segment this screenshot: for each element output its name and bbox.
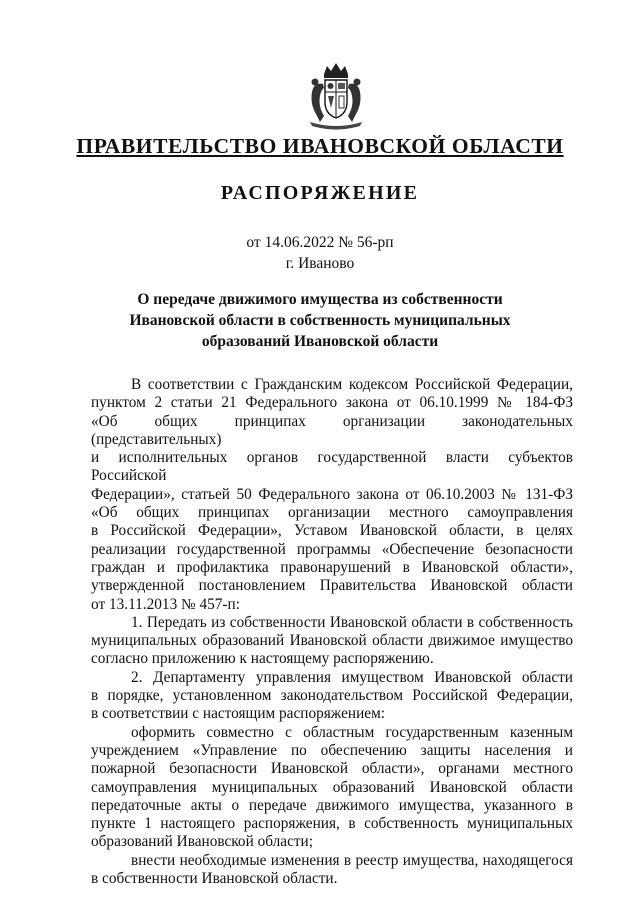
body-line: в порядке, установленном законодательством Российской Федерации, xyxy=(91,687,573,705)
body-line: реализации государственной программы «Обеспечение безопасности xyxy=(91,540,573,558)
document-city: г. Иваново xyxy=(285,255,355,272)
body-line: учреждением «Управление по обеспечению защиты населения и xyxy=(91,741,573,759)
body-line: 2. Департаменту управления имуществом Ивановской области xyxy=(131,668,573,686)
document-body xyxy=(91,376,573,888)
body-line: в Российской Федерации», Уставом Ивановской области, в целях xyxy=(91,522,573,540)
ivanovo-coat-of-arms-icon xyxy=(296,60,376,132)
body-line: согласно приложению к настоящему распоряжению. xyxy=(91,650,434,668)
document-date-number: от 14.06.2022 № 56-рп xyxy=(246,234,394,251)
subject-line: О передаче движимого имущества из собственности xyxy=(137,291,503,308)
body-line: «Об общих принципах организации местного самоуправления xyxy=(91,504,573,522)
body-line: пожарной безопасности Ивановской области», органами местного xyxy=(91,760,573,778)
government-title: ПРАВИТЕЛЬСТВО ИВАНОВСКОЙ ОБЛАСТИ xyxy=(76,134,564,158)
subject-line: образований Ивановской области xyxy=(201,333,439,350)
body-line: пункте 1 настоящего распоряжения, в собственность муниципальных xyxy=(91,815,573,833)
body-line: от 13.11.2013 № 457-п: xyxy=(91,595,240,613)
subject-line: Ивановской области в собственность муниципальных xyxy=(129,312,511,329)
body-line: образований Ивановской области; xyxy=(91,833,313,851)
body-line: оформить совместно с областным государственным казенным xyxy=(131,723,573,741)
body-line: в соответствии с настоящим распоряжением: xyxy=(91,705,386,723)
document-type: РАСПОРЯЖЕНИЕ xyxy=(220,182,420,204)
body-line: и исполнительных органов государственной власти субъектов Российской xyxy=(91,449,573,485)
body-line: внести необходимые изменения в реестр имущества, находящегося xyxy=(131,851,573,869)
body-line: граждан и профилактика правонарушений в Ивановской области», xyxy=(91,558,573,576)
body-line: пунктом 2 статьи 21 Федерального закона от 06.10.1999 № 184-ФЗ xyxy=(91,394,573,412)
body-line: В соответствии с Гражданским кодексом Российской Федерации, xyxy=(131,376,573,393)
body-line: «Об общих принципах организации законодательных (представительных) xyxy=(91,412,573,448)
body-line: 1. Передать из собственности Ивановской области в собственность xyxy=(131,613,573,631)
body-line: передаточные акты о передаче движимого имущества, указанного в xyxy=(91,796,573,814)
body-line: Федерации», статьей 50 Федерального закона от 06.10.2003 № 131-ФЗ xyxy=(91,485,573,503)
body-line: самоуправления муниципальных образований Ивановской области xyxy=(91,778,573,796)
document-subject xyxy=(110,289,530,352)
body-line: муниципальных образований Ивановской области движимое имущество xyxy=(91,632,573,650)
body-line: в собственности Ивановской области. xyxy=(91,870,338,888)
body-line: утвержденной постановлением Правительства Ивановской области xyxy=(91,577,573,595)
